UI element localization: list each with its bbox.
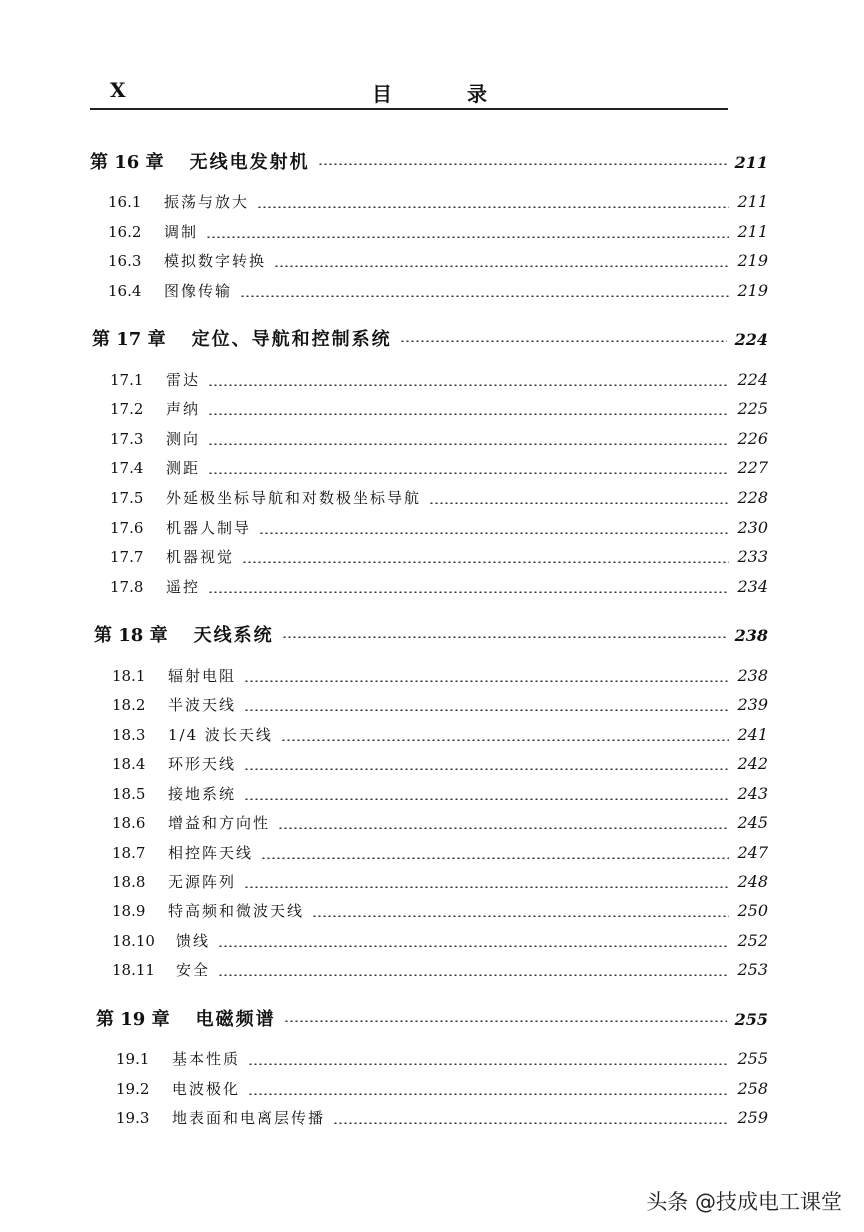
toc-title: 无线电发射机 <box>189 152 310 173</box>
dot-leader <box>208 443 729 445</box>
toc-section-row <box>110 576 768 602</box>
toc-number: 第 16 章 <box>90 152 164 173</box>
toc-section-row <box>110 369 768 395</box>
dot-leader <box>429 502 729 504</box>
toc-title: 遥控 <box>166 578 201 596</box>
dot-leader <box>284 1020 727 1022</box>
toc-page-number: 233 <box>737 547 768 566</box>
toc-title: 地表面和电离层传播 <box>172 1109 326 1127</box>
toc-number: 17.4 <box>110 459 144 477</box>
dot-leader <box>312 915 729 917</box>
toc-chapter-row <box>94 621 768 647</box>
toc-title: 1/4 波长天线 <box>168 726 273 744</box>
toc-page-number: 226 <box>737 429 768 448</box>
toc-section-row <box>116 1107 768 1133</box>
toc-section-row <box>110 457 768 483</box>
toc-page-number: 227 <box>737 458 768 477</box>
toc-title: 特高频和微波天线 <box>168 902 305 920</box>
toc-number: 18.6 <box>112 814 146 832</box>
toc-number: 18.3 <box>112 726 146 744</box>
toc-number: 18.9 <box>112 902 146 920</box>
toc-title: 电波极化 <box>172 1080 241 1098</box>
toc-number: 19.3 <box>116 1109 150 1127</box>
dot-leader <box>274 265 729 267</box>
toc-section-row <box>110 546 768 572</box>
toc-title: 增益和方向性 <box>168 814 271 832</box>
header-rule <box>90 108 728 110</box>
toc-page-number: 253 <box>737 960 768 979</box>
toc-title: 电磁频谱 <box>195 1009 276 1030</box>
toc-section-row <box>116 1078 768 1104</box>
dot-leader <box>248 1093 729 1095</box>
toc-number: 18.5 <box>112 785 146 803</box>
toc-number: 18.1 <box>112 667 146 685</box>
toc-page-number: 250 <box>737 901 768 920</box>
toc-number: 17.7 <box>110 548 144 566</box>
toc-section-row <box>116 1048 768 1074</box>
dot-leader <box>257 206 729 208</box>
toc-page-number: 230 <box>737 518 768 537</box>
toc-page-number: 252 <box>737 931 768 950</box>
dot-leader <box>281 739 730 741</box>
dot-leader <box>218 945 729 947</box>
toc-number: 16.2 <box>108 223 142 241</box>
toc-title: 图像传输 <box>164 282 233 300</box>
toc-number: 17.3 <box>110 430 144 448</box>
toc-page-number: 248 <box>737 872 768 891</box>
toc-section-row <box>108 280 768 306</box>
toc-title: 天线系统 <box>193 625 274 646</box>
toc-chapter-row <box>90 148 768 174</box>
toc-title: 环形天线 <box>168 755 237 773</box>
toc-title: 调制 <box>164 223 199 241</box>
toc-section-row <box>112 812 768 838</box>
dot-leader <box>244 709 729 711</box>
toc-number: 17.8 <box>110 578 144 596</box>
toc-number: 17.5 <box>110 489 144 507</box>
toc-page-number: 259 <box>737 1108 768 1127</box>
toc-page-number: 238 <box>737 666 768 685</box>
toc-section-row <box>112 842 768 868</box>
watermark: 头条 @技成电工课堂 <box>646 1190 842 1214</box>
toc-page-number: 228 <box>737 488 768 507</box>
toc-page-number: 255 <box>737 1049 768 1068</box>
toc-page-number: 241 <box>737 725 768 744</box>
toc-section-row <box>112 665 768 691</box>
toc-title: 机器视觉 <box>166 548 235 566</box>
toc-page-number: 234 <box>737 577 768 596</box>
toc-section-row <box>108 250 768 276</box>
toc-page-number: 239 <box>737 695 768 714</box>
toc-title: 定位、导航和控制系统 <box>191 329 392 350</box>
toc-number: 17.2 <box>110 400 144 418</box>
toc-title: 安全 <box>176 961 211 979</box>
toc-title: 相控阵天线 <box>168 844 254 862</box>
toc-section-row <box>112 930 768 956</box>
toc-title: 机器人制导 <box>166 519 252 537</box>
toc-title: 基本性质 <box>172 1050 241 1068</box>
dot-leader <box>206 236 729 238</box>
toc-title: 声纳 <box>166 400 201 418</box>
dot-leader <box>259 532 729 534</box>
toc-section-row <box>108 221 768 247</box>
toc-section-row <box>112 900 768 926</box>
toc-page-number: 211 <box>734 153 768 172</box>
toc-page-number: 238 <box>734 626 768 645</box>
toc-section-row <box>112 753 768 779</box>
dot-leader <box>208 413 729 415</box>
toc-number: 16.4 <box>108 282 142 300</box>
toc-page-number: 245 <box>737 813 768 832</box>
dot-leader <box>244 886 729 888</box>
toc-number: 18.11 <box>112 961 155 979</box>
toc-page-number: 247 <box>737 843 768 862</box>
toc-number: 第 18 章 <box>94 625 168 646</box>
toc-title: 雷达 <box>166 371 201 389</box>
dot-leader <box>333 1122 729 1124</box>
toc-number: 19.1 <box>116 1050 150 1068</box>
dot-leader <box>278 827 729 829</box>
toc-page-number: 225 <box>737 399 768 418</box>
dot-leader <box>318 163 727 165</box>
toc-number: 第 17 章 <box>92 329 166 350</box>
toc-section-row <box>110 487 768 513</box>
toc-section-row <box>112 724 768 750</box>
toc-section-row <box>110 428 768 454</box>
dot-leader <box>244 680 729 682</box>
toc-title: 测距 <box>166 459 201 477</box>
toc-title: 接地系统 <box>168 785 237 803</box>
toc-page-number: 219 <box>737 281 768 300</box>
toc-chapter-row <box>92 325 768 351</box>
toc-page-number: 255 <box>734 1010 768 1029</box>
toc-title: 振荡与放大 <box>164 193 250 211</box>
toc-number: 17.1 <box>110 371 144 389</box>
dot-leader <box>208 472 729 474</box>
toc-section-row <box>112 871 768 897</box>
page-number-label: X <box>110 78 126 102</box>
toc-number: 18.8 <box>112 873 146 891</box>
dot-leader <box>242 561 729 563</box>
dot-leader <box>261 857 729 859</box>
dot-leader <box>244 798 729 800</box>
toc-page-number: 219 <box>737 251 768 270</box>
toc-page-number: 242 <box>737 754 768 773</box>
toc-number: 17.6 <box>110 519 144 537</box>
toc-section-row <box>112 783 768 809</box>
toc-number: 16.1 <box>108 193 142 211</box>
dot-leader <box>218 974 729 976</box>
toc-title: 馈线 <box>176 932 211 950</box>
dot-leader <box>400 340 727 342</box>
toc-section-row <box>112 694 768 720</box>
toc-page-number: 211 <box>737 222 768 241</box>
dot-leader <box>240 295 729 297</box>
toc-page-number: 258 <box>737 1079 768 1098</box>
toc-title: 无源阵列 <box>168 873 237 891</box>
dot-leader <box>244 768 729 770</box>
toc-title: 辐射电阻 <box>168 667 237 685</box>
toc-number: 19.2 <box>116 1080 150 1098</box>
dot-leader <box>248 1063 729 1065</box>
toc-number: 18.10 <box>112 932 155 950</box>
dot-leader <box>208 384 729 386</box>
toc-section-row <box>108 191 768 217</box>
toc-chapter-row <box>96 1005 768 1031</box>
dot-leader <box>208 591 729 593</box>
toc-number: 16.3 <box>108 252 142 270</box>
toc-page-number: 224 <box>737 370 768 389</box>
toc-page-number: 243 <box>737 784 768 803</box>
toc-section-row <box>112 959 768 985</box>
toc-section-row <box>110 398 768 424</box>
toc-title: 半波天线 <box>168 696 237 714</box>
toc-section-row <box>110 517 768 543</box>
toc-number: 第 19 章 <box>96 1009 170 1030</box>
toc-number: 18.2 <box>112 696 146 714</box>
toc-page-number: 211 <box>737 192 768 211</box>
page-title: 目 录 <box>372 82 521 106</box>
toc-page-number: 224 <box>734 330 768 349</box>
toc-number: 18.4 <box>112 755 146 773</box>
running-head <box>110 78 730 108</box>
dot-leader <box>282 636 727 638</box>
toc-title: 外延极坐标导航和对数极坐标导航 <box>166 489 422 507</box>
toc-title: 测向 <box>166 430 201 448</box>
toc-title: 模拟数字转换 <box>164 252 267 270</box>
toc-number: 18.7 <box>112 844 146 862</box>
